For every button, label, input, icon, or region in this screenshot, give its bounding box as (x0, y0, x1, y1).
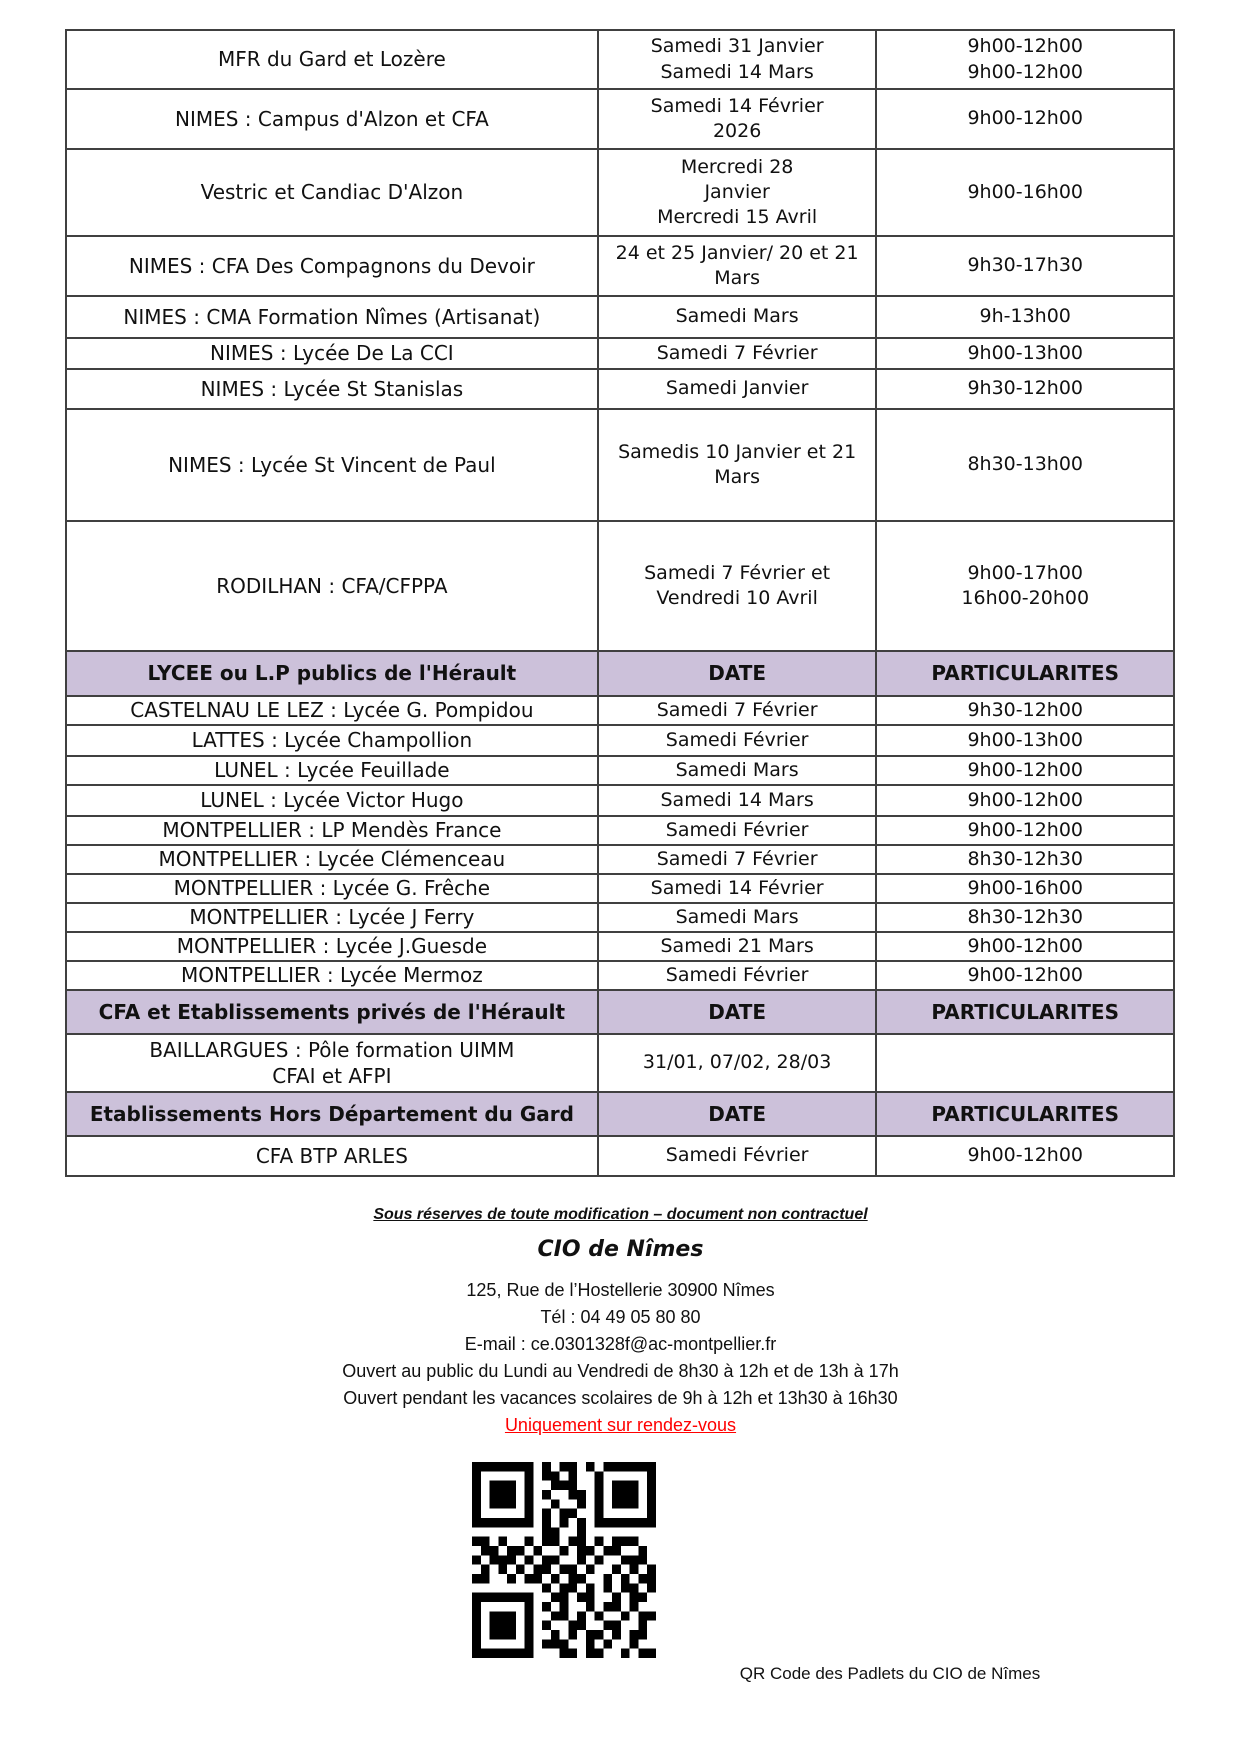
cell-text-line: 2026 (712, 120, 762, 142)
table-row (67, 933, 1173, 962)
cell-text-line: 9h00-12h00 (967, 788, 1083, 811)
cell-text-line: Vestric et Candiac D'Alzon (200, 180, 464, 205)
establishment-cell (67, 875, 597, 902)
particularites-cell (875, 726, 1173, 755)
phone-line: Tél : 04 49 05 80 80 (540, 1307, 701, 1327)
particularites-cell (875, 933, 1173, 960)
cell-text-line: LUNEL : Lycée Feuillade (214, 758, 450, 783)
table-row (67, 370, 1173, 410)
cell-text-line: 16h00-20h00 (961, 587, 1090, 609)
address-line: 125, Rue de l’Hostellerie 30900 Nîmes (466, 1280, 775, 1300)
date-cell (597, 757, 876, 784)
date-cell (597, 1137, 876, 1175)
table-row (67, 31, 1173, 90)
cell-text-line: Samedi 21 Mars (660, 934, 814, 957)
cell-text-line: 9h00-12h00 (967, 60, 1083, 83)
cell-text-line: Mercredi 15 Avril (657, 206, 818, 229)
establishment-cell (67, 1137, 597, 1175)
email-line: E-mail : ce.0301328f@ac-montpellier.fr (464, 1334, 777, 1354)
date-cell (597, 237, 876, 295)
section-header-row (67, 1093, 1173, 1137)
establishment-cell (67, 31, 597, 88)
table-row (67, 90, 1173, 150)
table-row (67, 297, 1173, 339)
date-cell (597, 410, 876, 520)
cell-text-line: Samedi Mars (675, 905, 799, 928)
particularites-cell (875, 150, 1173, 235)
cell-text-line: MONTPELLIER : Lycée G. Frêche (173, 876, 491, 901)
date-cell (597, 90, 876, 148)
cell-text-line: 9h00-12h00 (967, 35, 1083, 58)
establishment-cell (67, 297, 597, 337)
cell-text-line: 9h00-12h00 (967, 1144, 1083, 1167)
cell-text-line: Samedi 7 Février (656, 847, 818, 870)
opening-hours-public: Ouvert au public du Lundi au Vendredi de 8h30 à 12h et de 13h à 17h (342, 1361, 899, 1381)
date-cell (597, 817, 876, 844)
date-cell (597, 150, 876, 235)
table-row (67, 410, 1173, 522)
cell-text-line: Mercredi 28 (680, 155, 794, 178)
particularites-cell (875, 757, 1173, 784)
cell-text-line: Samedi 14 Mars (660, 788, 814, 811)
establishment-cell (67, 697, 597, 724)
establishment-cell (67, 90, 597, 148)
date-cell (597, 904, 876, 931)
table-row (67, 237, 1173, 297)
particularites-cell (875, 31, 1173, 88)
particularites-cell (875, 339, 1173, 368)
particularites-cell (875, 817, 1173, 844)
opening-hours-holidays: Ouvert pendant les vacances scolaires de 9h à 12h et 13h30 à 16h30 (343, 1388, 898, 1408)
table-row (67, 875, 1173, 904)
cell-text-line: MONTPELLIER : Lycée Mermoz (180, 963, 483, 988)
particularites-cell (875, 652, 1173, 695)
cell-text-line: 9h30-12h00 (967, 698, 1083, 721)
date-cell (597, 697, 876, 724)
footer-block (0, 1206, 1241, 1439)
date-cell (597, 726, 876, 755)
qr-code-image (472, 1462, 656, 1658)
establishment-cell (67, 237, 597, 295)
cell-text-line: NIMES : Lycée De La CCI (210, 341, 454, 366)
date-cell (597, 933, 876, 960)
date-cell (597, 370, 876, 408)
cell-text-line: MONTPELLIER : Lycée J Ferry (189, 905, 475, 930)
particularites-cell (875, 522, 1173, 650)
establishment-cell (67, 1035, 597, 1091)
cell-text-line: 31/01, 07/02, 28/03 (642, 1051, 832, 1074)
particularites-cell (875, 1093, 1173, 1135)
cell-text-line: Samedi 7 Février (656, 698, 818, 721)
cell-text-line: Janvier (704, 180, 770, 203)
cell-text-line: RODILHAN : CFA/CFPPA (216, 573, 448, 598)
cell-text-line: 9h00-16h00 (967, 876, 1083, 899)
establishment-cell (67, 933, 597, 960)
establishment-cell (67, 757, 597, 784)
date-cell (597, 297, 876, 337)
particularites-cell (875, 875, 1173, 902)
cell-text-line: Samedi Mars (675, 305, 799, 328)
table-row (67, 786, 1173, 817)
date-cell (597, 846, 876, 873)
cell-text-line: NIMES : Lycée St Vincent de Paul (168, 452, 496, 477)
particularites-cell (875, 991, 1173, 1033)
table-row (67, 817, 1173, 846)
particularites-cell (875, 1137, 1173, 1175)
cell-text-line: 9h00-12h00 (967, 758, 1083, 781)
cell-text-line: 24 et 25 Janvier/ 20 et 21 (615, 241, 859, 264)
establishment-cell (67, 410, 597, 520)
cell-text-line: LATTES : Lycée Champollion (191, 728, 473, 753)
cell-text-line: Mars (714, 466, 760, 488)
cell-text-line: Samedi Février (665, 963, 809, 986)
cell-text-line: Samedis 10 Janvier et 21 (618, 440, 857, 463)
org-name: CIO de Nîmes (537, 1237, 704, 1262)
cell-text-line: CASTELNAU LE LEZ : Lycée G. Pompidou (130, 698, 534, 723)
cell-text-line: 8h30-12h30 (967, 905, 1083, 928)
cell-text-line: 9h00-12h00 (967, 963, 1083, 986)
establishment-cell (67, 370, 597, 408)
cell-text-line: Samedi Février (665, 1144, 809, 1167)
table-row (67, 150, 1173, 237)
establishment-cell (67, 150, 597, 235)
appointment-only-link[interactable]: Uniquement sur rendez-vous (504, 1415, 737, 1435)
cell-text-line: MONTPELLIER : Lycée J.Guesde (176, 934, 488, 959)
cell-text-line: 9h-13h00 (979, 305, 1071, 328)
establishment-cell (67, 846, 597, 873)
date-cell (597, 522, 876, 650)
qr-caption: QR Code des Padlets du CIO de Nîmes (739, 1664, 1041, 1683)
establishment-cell (67, 991, 597, 1033)
table-row (67, 757, 1173, 786)
section-header-row (67, 991, 1173, 1035)
cell-text-line: Samedi Février (665, 818, 809, 841)
particularites-cell (875, 786, 1173, 815)
cell-text-line: 9h30-12h00 (967, 377, 1083, 400)
cell-text-line: PARTICULARITES (931, 999, 1119, 1024)
cell-text-line: Samedi Janvier (665, 377, 809, 400)
cell-text-line: NIMES : CMA Formation Nîmes (Artisanat) (123, 304, 541, 329)
table-row (67, 904, 1173, 933)
establishment-cell (67, 904, 597, 931)
particularites-cell (875, 370, 1173, 408)
date-cell (597, 875, 876, 902)
particularites-cell (875, 237, 1173, 295)
cell-text-line: LYCEE ou L.P publics de l'Hérault (147, 661, 517, 686)
cell-text-line: MFR du Gard et Lozère (217, 47, 446, 72)
cell-text-line: NIMES : Campus d'Alzon et CFA (174, 106, 489, 131)
particularites-cell (875, 904, 1173, 931)
cell-text-line: PARTICULARITES (931, 1101, 1119, 1126)
establishment-cell (67, 962, 597, 989)
establishment-cell (67, 817, 597, 844)
cell-text-line: 8h30-12h30 (967, 847, 1083, 870)
date-cell (597, 1035, 876, 1091)
cell-text-line: LUNEL : Lycée Victor Hugo (200, 788, 464, 813)
particularites-cell (875, 90, 1173, 148)
cell-text-line: PARTICULARITES (931, 661, 1119, 686)
cell-text-line: 9h00-12h00 (967, 934, 1083, 957)
table-row (67, 697, 1173, 726)
table-row (67, 1137, 1173, 1175)
cell-text-line: CFA et Etablissements privés de l'Hérault (98, 999, 566, 1024)
date-cell (597, 962, 876, 989)
cell-text-line: NIMES : CFA Des Compagnons du Devoir (128, 253, 535, 278)
establishment-cell (67, 522, 597, 650)
cell-text-line: DATE (708, 661, 767, 686)
cell-text-line: Samedi 31 Janvier (650, 35, 824, 58)
cell-text-line: 9h00-12h00 (967, 818, 1083, 841)
establishment-cell (67, 726, 597, 755)
disclaimer-text: Sous réserves de toute modification – document non contractuel (373, 1206, 868, 1223)
cell-text-line: Samedi 14 Février (650, 94, 824, 117)
cell-text-line: Samedi 14 Février (650, 876, 824, 899)
table-row (67, 726, 1173, 757)
particularites-cell (875, 410, 1173, 520)
cell-text-line: Samedi 14 Mars (660, 60, 814, 83)
cell-text-line: 9h00-12h00 (967, 107, 1083, 130)
cell-text-line: Vendredi 10 Avril (656, 587, 818, 609)
cell-text-line: NIMES : Lycée St Stanislas (200, 376, 464, 401)
cell-text-line: Samedi Mars (675, 758, 799, 781)
cell-text-line: Mars (714, 267, 760, 289)
establishment-cell (67, 339, 597, 368)
particularites-cell (875, 697, 1173, 724)
cell-text-line: CFA BTP ARLES (255, 1143, 408, 1168)
cell-text-line: MONTPELLIER : LP Mendès France (162, 818, 502, 843)
cell-text-line: Etablissements Hors Département du Gard (89, 1101, 574, 1126)
establishment-cell (67, 786, 597, 815)
cell-text-line: 9h00-16h00 (967, 180, 1083, 203)
table-row (67, 962, 1173, 991)
open-days-table (65, 29, 1175, 1177)
cell-text-line: 9h00-17h00 (967, 561, 1083, 584)
cell-text-line: Samedi 7 Février et (644, 561, 831, 584)
cell-text-line: 9h00-13h00 (967, 728, 1083, 751)
particularites-cell (875, 846, 1173, 873)
cell-text-line: 9h30-17h30 (967, 254, 1083, 277)
cell-text-line: 9h00-13h00 (967, 341, 1083, 364)
date-cell (597, 339, 876, 368)
section-header-row (67, 652, 1173, 697)
cell-text-line: 8h30-13h00 (967, 453, 1083, 476)
cell-text-line: Samedi 7 Février (656, 341, 818, 364)
cell-text-line: Samedi Février (665, 728, 809, 751)
date-cell (597, 991, 876, 1033)
date-cell (597, 786, 876, 815)
establishment-cell (67, 1093, 597, 1135)
cell-text-line: CFAI et AFPI (272, 1064, 392, 1088)
table-row (67, 846, 1173, 875)
cell-text-line: DATE (708, 1101, 767, 1126)
date-cell (597, 1093, 876, 1135)
establishment-cell (67, 652, 597, 695)
particularites-cell (875, 297, 1173, 337)
cell-text-line: DATE (708, 999, 767, 1024)
date-cell (597, 652, 876, 695)
table-row (67, 1035, 1173, 1093)
particularites-cell (875, 1035, 1173, 1091)
date-cell (597, 31, 876, 88)
particularites-cell (875, 962, 1173, 989)
cell-text-line: BAILLARGUES : Pôle formation UIMM (149, 1037, 515, 1062)
cell-text-line: MONTPELLIER : Lycée Clémenceau (158, 847, 506, 872)
table-row (67, 339, 1173, 370)
table-row (67, 522, 1173, 652)
